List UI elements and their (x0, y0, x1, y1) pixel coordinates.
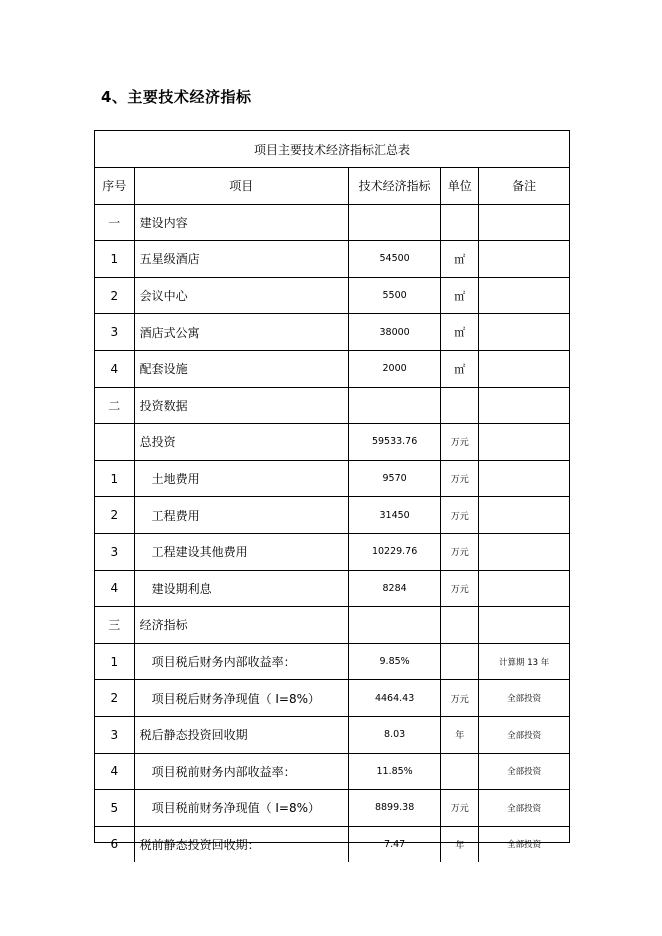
row-note (479, 460, 569, 497)
row-seq: 4 (95, 570, 134, 607)
header-value: 技术经济指标 (349, 168, 441, 205)
table-row (95, 424, 569, 461)
row-note: 计算期 13 年 (479, 643, 569, 680)
header-item: 项目 (134, 168, 348, 205)
row-unit: 万元 (441, 424, 479, 461)
row-value: 5500 (349, 277, 441, 314)
row-item: 总投资 (134, 424, 348, 461)
row-unit: 万元 (441, 460, 479, 497)
table-row (95, 570, 569, 607)
row-value: 8284 (349, 570, 441, 607)
header-unit: 单位 (441, 168, 479, 205)
row-note (479, 497, 569, 534)
table-row (95, 387, 569, 424)
indicators-table-frame (94, 130, 570, 852)
row-note: 全部投资 (479, 753, 569, 790)
row-item: 项目税前财务内部收益率： (134, 753, 348, 790)
row-unit (441, 387, 479, 424)
row-item: 项目税前财务净现值（ I=8%） (134, 790, 348, 827)
row-note: 全部投资 (479, 716, 569, 753)
row-note: 全部投资 (479, 790, 569, 827)
row-unit: 万元 (441, 570, 479, 607)
table-row (95, 790, 569, 827)
table-row (95, 497, 569, 534)
row-unit: ㎡ (441, 277, 479, 314)
row-value: 7.47 (349, 826, 441, 862)
row-unit: 年 (441, 716, 479, 753)
row-item: 项目税后财务净现值（ I=8%） (134, 680, 348, 717)
indicators-table (95, 131, 569, 862)
row-value: 9570 (349, 460, 441, 497)
row-note (479, 607, 569, 644)
row-seq: 2 (95, 680, 134, 717)
row-value: 11.85% (349, 753, 441, 790)
row-seq: 1 (95, 643, 134, 680)
row-value: 54500 (349, 241, 441, 278)
table-caption-row (95, 131, 569, 168)
row-note (479, 314, 569, 351)
row-value: 10229.76 (349, 533, 441, 570)
row-seq: 4 (95, 350, 134, 387)
row-note (479, 350, 569, 387)
row-note: 全部投资 (479, 680, 569, 717)
row-unit: ㎡ (441, 241, 479, 278)
row-value: 8899.38 (349, 790, 441, 827)
row-item: 投资数据 (134, 387, 348, 424)
row-seq: 2 (95, 277, 134, 314)
table-row (95, 716, 569, 753)
row-seq: 一 (95, 204, 134, 241)
table-row (95, 533, 569, 570)
table-row (95, 460, 569, 497)
row-note (479, 424, 569, 461)
row-value: 8.03 (349, 716, 441, 753)
table-row (95, 241, 569, 278)
row-unit (441, 204, 479, 241)
row-note (479, 570, 569, 607)
section-title: 4、主要技术经济指标 (101, 88, 252, 106)
row-value: 2000 (349, 350, 441, 387)
row-unit: 万元 (441, 497, 479, 534)
row-item: 建设内容 (134, 204, 348, 241)
row-seq: 4 (95, 753, 134, 790)
table-row (95, 350, 569, 387)
row-item: 经济指标 (134, 607, 348, 644)
row-seq: 1 (95, 460, 134, 497)
row-note (479, 204, 569, 241)
table-row (95, 204, 569, 241)
row-value (349, 204, 441, 241)
row-unit: ㎡ (441, 350, 479, 387)
row-item: 酒店式公寓 (134, 314, 348, 351)
row-item: 建设期利息 (134, 570, 348, 607)
row-item: 税后静态投资回收期 (134, 716, 348, 753)
row-value: 4464.43 (349, 680, 441, 717)
row-item: 土地费用 (134, 460, 348, 497)
table-row (95, 643, 569, 680)
row-unit (441, 753, 479, 790)
row-note (479, 387, 569, 424)
row-seq: 3 (95, 533, 134, 570)
row-seq: 1 (95, 241, 134, 278)
row-value: 9.85% (349, 643, 441, 680)
row-item: 工程费用 (134, 497, 348, 534)
row-seq: 二 (95, 387, 134, 424)
table-caption: 项目主要技术经济指标汇总表 (95, 131, 569, 168)
row-note (479, 241, 569, 278)
row-seq: 6 (95, 826, 134, 862)
table-row (95, 680, 569, 717)
table-row (95, 826, 569, 862)
row-seq: 三 (95, 607, 134, 644)
table-row (95, 314, 569, 351)
row-item: 项目税后财务内部收益率： (134, 643, 348, 680)
row-value: 59533.76 (349, 424, 441, 461)
row-seq (95, 424, 134, 461)
row-unit: 万元 (441, 533, 479, 570)
row-seq: 5 (95, 790, 134, 827)
row-value (349, 387, 441, 424)
row-item: 配套设施 (134, 350, 348, 387)
row-unit: 年 (441, 826, 479, 862)
row-seq: 3 (95, 314, 134, 351)
header-seq: 序号 (95, 168, 134, 205)
row-unit: 万元 (441, 680, 479, 717)
row-unit (441, 607, 479, 644)
table-row (95, 277, 569, 314)
row-unit: 万元 (441, 790, 479, 827)
table-row (95, 607, 569, 644)
table-row (95, 753, 569, 790)
row-value: 38000 (349, 314, 441, 351)
row-unit: ㎡ (441, 314, 479, 351)
row-item: 五星级酒店 (134, 241, 348, 278)
row-value (349, 607, 441, 644)
row-note (479, 533, 569, 570)
row-value: 31450 (349, 497, 441, 534)
row-note (479, 277, 569, 314)
row-seq: 3 (95, 716, 134, 753)
row-item: 税前静态投资回收期： (134, 826, 348, 862)
table-header-row (95, 168, 569, 205)
row-item: 会议中心 (134, 277, 348, 314)
row-item: 工程建设其他费用 (134, 533, 348, 570)
row-note: 全部投资 (479, 826, 569, 862)
row-unit (441, 643, 479, 680)
header-note: 备注 (479, 168, 569, 205)
row-seq: 2 (95, 497, 134, 534)
